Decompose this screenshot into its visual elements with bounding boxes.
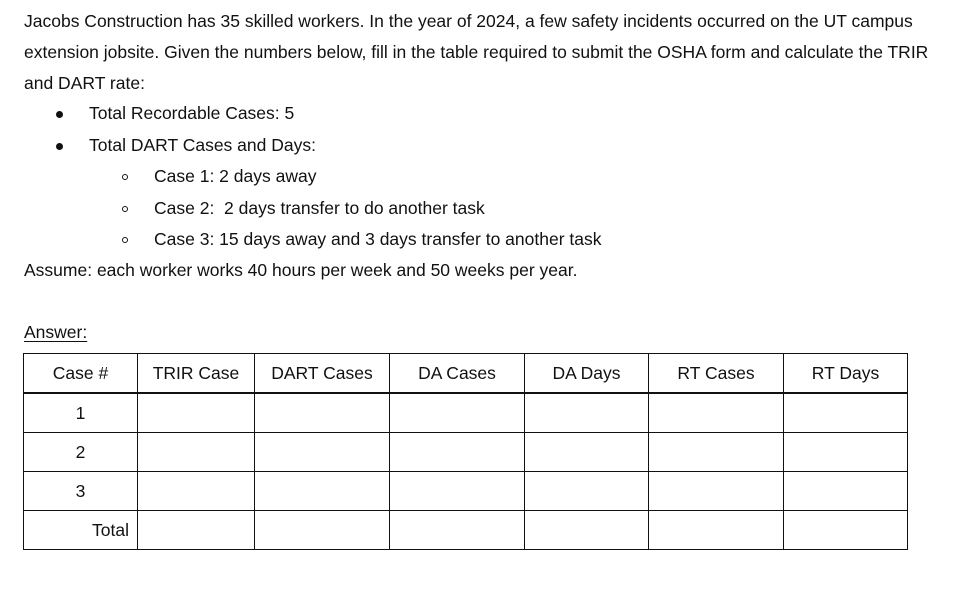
table-cell bbox=[390, 393, 525, 433]
bullet-dot-icon bbox=[56, 143, 63, 150]
table-cell bbox=[255, 433, 390, 472]
table-row bbox=[24, 472, 908, 511]
header-case-number: Case # bbox=[24, 354, 138, 394]
table-cell bbox=[525, 433, 649, 472]
table-cell bbox=[525, 511, 649, 550]
bullet-text: Total Recordable Cases: 5 bbox=[89, 103, 295, 123]
sub-bullet-case-2 bbox=[0, 193, 979, 225]
table-cell bbox=[525, 393, 649, 433]
table-cell bbox=[390, 472, 525, 511]
table-cell bbox=[255, 393, 390, 433]
header-trir-case: TRIR Case bbox=[138, 354, 255, 394]
table-row bbox=[24, 433, 908, 472]
hollow-circle-icon bbox=[122, 206, 128, 212]
header-da-cases: DA Cases bbox=[390, 354, 525, 394]
table-cell bbox=[390, 511, 525, 550]
case-number-cell: 1 bbox=[24, 393, 138, 433]
sub-bullet-text: Case 2: 2 days transfer to do another task bbox=[154, 197, 485, 218]
header-dart-cases: DART Cases bbox=[255, 354, 390, 394]
table-cell bbox=[255, 472, 390, 511]
case-number-cell: 2 bbox=[24, 433, 138, 472]
table-cell bbox=[649, 511, 784, 550]
bullet-list bbox=[0, 98, 979, 256]
hollow-circle-icon bbox=[122, 237, 128, 243]
table-cell bbox=[255, 511, 390, 550]
table-row bbox=[24, 393, 908, 433]
bullet-text: Total DART Cases and Days: bbox=[89, 134, 316, 155]
table-total-row bbox=[24, 511, 908, 550]
table-cell bbox=[525, 472, 649, 511]
intro-paragraph: Jacobs Construction has 35 skilled workers. In the year of 2024, a few safety incidents occurred on the UT campus extension jobsite. Given the numbers below, fill in the table required to submit the OSHA form and calculate the TRIR and DART rate: bbox=[24, 11, 929, 93]
header-rt-days: RT Days bbox=[784, 354, 908, 394]
table-cell bbox=[138, 393, 255, 433]
sub-bullet-text: Case 3: 15 days away and 3 days transfer to another task bbox=[154, 229, 602, 249]
total-label: Total bbox=[24, 511, 138, 550]
table-cell bbox=[784, 433, 908, 472]
header-da-days: DA Days bbox=[525, 354, 649, 394]
assumption-text: Assume: each worker works 40 hours per week and 50 weeks per year. bbox=[24, 260, 578, 280]
table-cell bbox=[138, 433, 255, 472]
bullet-dot-icon bbox=[56, 111, 63, 118]
table-cell bbox=[649, 433, 784, 472]
answer-label: Answer: bbox=[24, 322, 88, 342]
sub-bullet-case-1 bbox=[0, 161, 979, 193]
table-cell bbox=[784, 393, 908, 433]
sub-bullet-case-3 bbox=[0, 224, 979, 256]
table-cell bbox=[138, 511, 255, 550]
case-number-cell: 3 bbox=[24, 472, 138, 511]
sub-bullet-text: Case 1: 2 days away bbox=[154, 166, 317, 186]
header-rt-cases: RT Cases bbox=[649, 354, 784, 394]
table-cell bbox=[649, 393, 784, 433]
bullet-recordable bbox=[0, 98, 979, 130]
bullet-dart bbox=[0, 130, 979, 162]
table-header-row bbox=[24, 354, 908, 394]
table-cell bbox=[390, 433, 525, 472]
table-cell bbox=[784, 472, 908, 511]
table-cell bbox=[649, 472, 784, 511]
hollow-circle-icon bbox=[122, 174, 128, 180]
table-cell bbox=[138, 472, 255, 511]
osha-table bbox=[23, 353, 908, 550]
table-cell bbox=[784, 511, 908, 550]
